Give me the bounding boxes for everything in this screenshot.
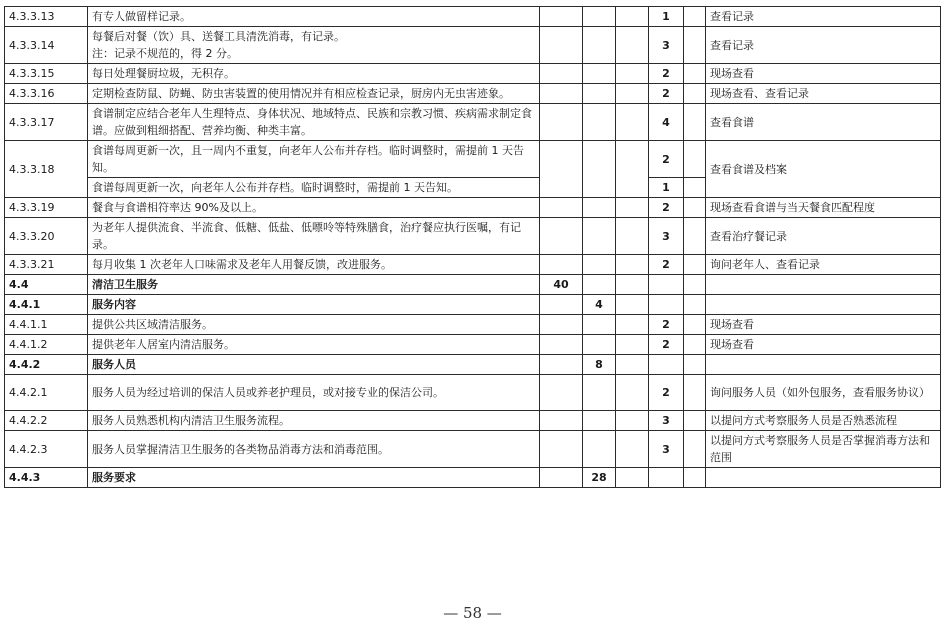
item-score-cell (616, 84, 649, 104)
item-content: 食谱制定应结合老年人生理特点、身体状况、地域特点、民族和宗教习惯、疾病需求制定食谱。应做到粗细搭配、营养均衡、种类丰富。 (88, 104, 540, 141)
item-code: 4.4.2.1 (5, 375, 88, 411)
check-cell (684, 468, 706, 488)
total-score-cell (540, 375, 583, 411)
item-content: 服务人员熟悉机构内清洁卫生服务流程。 (88, 411, 540, 431)
score-cell: 2 (649, 375, 684, 411)
table-row (5, 431, 941, 468)
score-cell: 2 (649, 84, 684, 104)
item-score-cell (616, 315, 649, 335)
score-cell: 3 (649, 411, 684, 431)
total-score-cell (540, 295, 583, 315)
assessment-method: 现场查看、查看记录 (706, 84, 941, 104)
score-cell: 4 (649, 104, 684, 141)
section-score-cell (583, 255, 616, 275)
section-score-cell (583, 141, 616, 198)
section-score-cell (583, 27, 616, 64)
score-cell: 3 (649, 27, 684, 64)
section-score-cell (583, 7, 616, 27)
check-cell (684, 198, 706, 218)
section-score-cell (583, 104, 616, 141)
item-score-cell (616, 375, 649, 411)
item-code: 4.4.1.1 (5, 315, 88, 335)
table-row (5, 84, 941, 104)
check-cell (684, 315, 706, 335)
assessment-method: 查看食谱及档案 (706, 141, 941, 198)
item-score-cell (616, 218, 649, 255)
section-score-cell (583, 64, 616, 84)
item-score-cell (616, 7, 649, 27)
score-cell: 2 (649, 315, 684, 335)
item-code: 4.3.3.21 (5, 255, 88, 275)
total-score-cell (540, 411, 583, 431)
section-score-cell (583, 84, 616, 104)
table-row (5, 411, 941, 431)
table-row (5, 218, 941, 255)
total-score-cell (540, 141, 583, 198)
check-cell (684, 27, 706, 64)
section-score-cell (583, 275, 616, 295)
item-code: 4.3.3.15 (5, 64, 88, 84)
assessment-method: 现场查看 (706, 335, 941, 355)
total-score-cell (540, 468, 583, 488)
section-row (5, 355, 941, 375)
score-cell: 2 (649, 255, 684, 275)
item-code: 4.4.1 (5, 295, 88, 315)
item-code: 4.4.2 (5, 355, 88, 375)
item-code: 4.4.3 (5, 468, 88, 488)
table-row (5, 315, 941, 335)
table-row (5, 255, 941, 275)
total-score-cell (540, 335, 583, 355)
section-score-cell (583, 198, 616, 218)
item-code: 4.4.2.2 (5, 411, 88, 431)
item-score-cell (616, 431, 649, 468)
total-score-cell (540, 198, 583, 218)
table-row (5, 64, 941, 84)
score-cell: 2 (649, 198, 684, 218)
assessment-method (706, 275, 941, 295)
total-score-cell: 40 (540, 275, 583, 295)
item-score-cell (616, 141, 649, 198)
assessment-method: 查看治疗餐记录 (706, 218, 941, 255)
check-cell (684, 84, 706, 104)
total-score-cell (540, 104, 583, 141)
score-cell: 3 (649, 431, 684, 468)
item-content: 定期检查防鼠、防蝇、防虫害装置的使用情况并有相应检查记录，厨房内无虫害迹象。 (88, 84, 540, 104)
assessment-method: 以提问方式考察服务人员是否掌握消毒方法和范围 (706, 431, 941, 468)
total-score-cell (540, 315, 583, 335)
check-cell (684, 255, 706, 275)
item-score-cell (616, 335, 649, 355)
check-cell (684, 104, 706, 141)
assessment-method: 以提问方式考察服务人员是否熟悉流程 (706, 411, 941, 431)
item-score-cell (616, 27, 649, 64)
item-content: 服务人员 (88, 355, 540, 375)
item-code: 4.3.3.18 (5, 141, 88, 198)
score-cell (649, 275, 684, 295)
item-code: 4.3.3.16 (5, 84, 88, 104)
assessment-method: 现场查看 (706, 64, 941, 84)
score-cell (649, 295, 684, 315)
check-cell (684, 141, 706, 178)
table-row (5, 198, 941, 218)
item-content: 服务内容 (88, 295, 540, 315)
item-score-cell (616, 355, 649, 375)
total-score-cell (540, 64, 583, 84)
section-score-cell: 28 (583, 468, 616, 488)
section-row (5, 468, 941, 488)
item-code: 4.3.3.14 (5, 27, 88, 64)
assessment-method: 现场查看食谱与当天餐食匹配程度 (706, 198, 941, 218)
total-score-cell (540, 7, 583, 27)
assessment-method: 查看记录 (706, 27, 941, 64)
check-cell (684, 375, 706, 411)
item-score-cell (616, 295, 649, 315)
check-cell (684, 178, 706, 198)
item-score-cell (616, 64, 649, 84)
total-score-cell (540, 84, 583, 104)
item-score-cell (616, 104, 649, 141)
table-row (5, 27, 941, 64)
section-score-cell: 4 (583, 295, 616, 315)
item-content: 每餐后对餐（饮）具、送餐工具清洗消毒，有记录。 注：记录不规范的，得 2 分。 (88, 27, 540, 64)
score-cell: 2 (649, 64, 684, 84)
item-content: 食谱每周更新一次，向老年人公布并存档。临时调整时，需提前 1 天告知。 (88, 178, 540, 198)
check-cell (684, 7, 706, 27)
assessment-method: 询问老年人、查看记录 (706, 255, 941, 275)
assessment-method: 查看食谱 (706, 104, 941, 141)
assessment-method: 询问服务人员（如外包服务，查看服务协议） (706, 375, 941, 411)
section-score-cell (583, 218, 616, 255)
check-cell (684, 431, 706, 468)
score-cell: 2 (649, 141, 684, 178)
total-score-cell (540, 355, 583, 375)
check-cell (684, 64, 706, 84)
item-code: 4.3.3.20 (5, 218, 88, 255)
check-cell (684, 411, 706, 431)
assessment-method (706, 468, 941, 488)
section-score-cell (583, 335, 616, 355)
item-content: 餐食与食谱相符率达 90%及以上。 (88, 198, 540, 218)
standard-table (4, 6, 941, 488)
table-row (5, 7, 941, 27)
total-score-cell (540, 218, 583, 255)
item-code: 4.3.3.17 (5, 104, 88, 141)
score-cell (649, 468, 684, 488)
section-score-cell (583, 431, 616, 468)
item-content: 为老年人提供流食、半流食、低糖、低盐、低嘌呤等特殊膳食，治疗餐应执行医嘱，有记录。 (88, 218, 540, 255)
item-score-cell (616, 411, 649, 431)
assessment-method (706, 355, 941, 375)
section-score-cell (583, 411, 616, 431)
section-row (5, 295, 941, 315)
section-score-cell (583, 315, 616, 335)
item-score-cell (616, 468, 649, 488)
item-content: 服务人员为经过培训的保洁人员或养老护理员，或对接专业的保洁公司。 (88, 375, 540, 411)
item-score-cell (616, 275, 649, 295)
score-cell (649, 355, 684, 375)
item-content: 每日处理餐厨垃圾，无积存。 (88, 64, 540, 84)
page-number: — 58 — (443, 604, 502, 622)
item-content: 服务人员掌握清洁卫生服务的各类物品消毒方法和消毒范围。 (88, 431, 540, 468)
table-row (5, 104, 941, 141)
score-cell: 1 (649, 7, 684, 27)
item-code: 4.3.3.19 (5, 198, 88, 218)
item-content: 有专人做留样记录。 (88, 7, 540, 27)
assessment-method: 查看记录 (706, 7, 941, 27)
check-cell (684, 218, 706, 255)
section-score-cell: 8 (583, 355, 616, 375)
total-score-cell (540, 431, 583, 468)
item-content: 清洁卫生服务 (88, 275, 540, 295)
assessment-method: 现场查看 (706, 315, 941, 335)
assessment-method (706, 295, 941, 315)
item-content: 食谱每周更新一次，且一周内不重复，向老年人公布并存档。临时调整时，需提前 1 天告知。 (88, 141, 540, 178)
total-score-cell (540, 27, 583, 64)
item-code: 4.4.2.3 (5, 431, 88, 468)
item-content: 服务要求 (88, 468, 540, 488)
check-cell (684, 295, 706, 315)
item-code: 4.4 (5, 275, 88, 295)
item-content: 提供老年人居室内清洁服务。 (88, 335, 540, 355)
total-score-cell (540, 255, 583, 275)
item-code: 4.3.3.13 (5, 7, 88, 27)
score-cell: 3 (649, 218, 684, 255)
check-cell (684, 275, 706, 295)
item-content: 每月收集 1 次老年人口味需求及老年人用餐反馈，改进服务。 (88, 255, 540, 275)
score-cell: 1 (649, 178, 684, 198)
item-score-cell (616, 198, 649, 218)
section-row (5, 275, 941, 295)
table-row (5, 375, 941, 411)
score-cell: 2 (649, 335, 684, 355)
item-content: 提供公共区域清洁服务。 (88, 315, 540, 335)
section-score-cell (583, 375, 616, 411)
table-row (5, 141, 941, 178)
item-score-cell (616, 255, 649, 275)
check-cell (684, 335, 706, 355)
table-row (5, 335, 941, 355)
item-code: 4.4.1.2 (5, 335, 88, 355)
check-cell (684, 355, 706, 375)
